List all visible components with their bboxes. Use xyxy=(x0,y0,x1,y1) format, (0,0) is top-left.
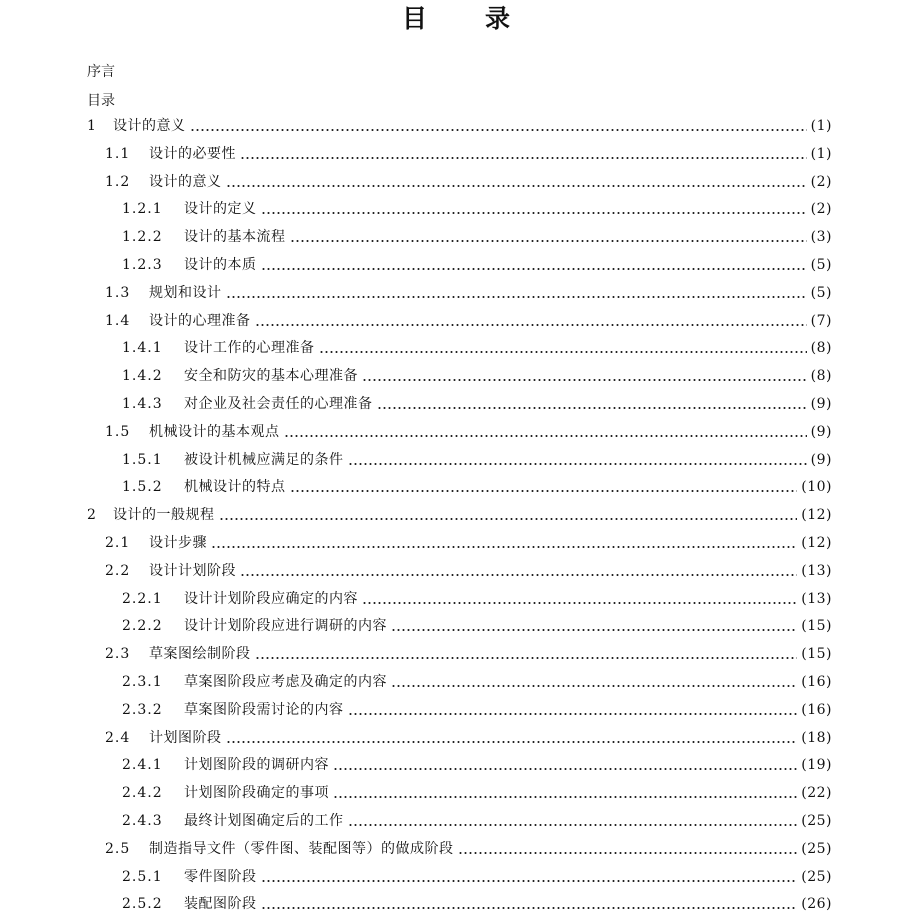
toc-entry-page: (9) xyxy=(810,396,832,412)
dot-leader xyxy=(255,643,798,665)
toc-entry-title: 设计的本质 xyxy=(184,257,257,273)
toc-entry-page: (2) xyxy=(810,201,832,218)
toc-entry xyxy=(122,699,832,721)
toc-entry-number: 2.2.2 xyxy=(122,618,163,635)
toc-entry-page: (13) xyxy=(801,562,832,579)
toc-entry xyxy=(105,727,832,749)
toc-entry-number: 1.2.2 xyxy=(122,229,163,246)
dot-leader xyxy=(261,254,807,276)
toc-entry-page: (5) xyxy=(810,257,832,273)
toc-entry xyxy=(87,504,832,526)
toc-entry xyxy=(122,337,832,359)
toc-entry-page: (2) xyxy=(810,173,832,190)
toc-entry-number: 2.1 xyxy=(105,535,131,551)
toc-entry-number: 1.1 xyxy=(105,145,131,162)
toc-entry xyxy=(87,115,832,137)
dot-leader xyxy=(226,282,807,304)
toc-entry xyxy=(105,421,832,443)
toc-entry-page: (16) xyxy=(801,674,832,690)
toc-entry-title: 计划图阶段 xyxy=(149,729,222,746)
dot-leader xyxy=(391,615,797,637)
toc-entry-page: (19) xyxy=(801,757,832,774)
toc-entry xyxy=(122,782,832,804)
dot-leader xyxy=(211,532,797,554)
toc-entry-page: (12) xyxy=(801,507,832,524)
toc-entry xyxy=(105,838,832,860)
toc-entry-number: 2.3.1 xyxy=(122,674,163,690)
toc-entry-number: 1.2.3 xyxy=(122,257,163,273)
toc-entry-title: 机械设计的特点 xyxy=(184,479,286,496)
toc-entry-page: (10) xyxy=(801,479,832,496)
toc-entry xyxy=(122,254,832,276)
toc-entry xyxy=(122,393,832,415)
toc-entry-page: (16) xyxy=(801,701,832,718)
toc-entry-title: 设计工作的心理准备 xyxy=(184,340,315,357)
toc-entry-page: (3) xyxy=(810,229,832,246)
toc-entry xyxy=(122,671,832,693)
toc-entry-page: (8) xyxy=(810,368,832,385)
dot-leader xyxy=(226,171,807,193)
toc-entry-number: 1.2 xyxy=(105,173,131,190)
toc-entry-page: (15) xyxy=(801,618,832,635)
toc-entry-number: 2.4 xyxy=(105,729,131,746)
toc-entry-number: 1.3 xyxy=(105,284,131,301)
toc-entry-page: (7) xyxy=(810,312,832,329)
toc-entry-page: (9) xyxy=(810,423,832,440)
page-title: 目录 xyxy=(401,4,568,33)
dot-leader xyxy=(190,115,807,137)
toc-entry-title: 草案图阶段需讨论的内容 xyxy=(184,701,344,718)
toc-entry xyxy=(122,365,832,387)
toc-entry xyxy=(122,198,832,220)
preface-entry: 序言 xyxy=(87,64,115,80)
toc-entry-number: 2.2 xyxy=(105,562,131,579)
toc-entry-title: 最终计划图确定后的工作 xyxy=(184,813,344,829)
toc-entry-title: 计划图阶段确定的事项 xyxy=(184,785,329,802)
toc-entry xyxy=(122,866,832,888)
toc-entry-title: 草案图绘制阶段 xyxy=(149,646,251,663)
dot-leader xyxy=(255,310,807,332)
toc-entry-number: 2.4.2 xyxy=(122,785,163,802)
toc-entry-number: 2.5.2 xyxy=(122,896,163,913)
toc-entry-title: 对企业及社会责任的心理准备 xyxy=(184,396,373,412)
toc-entry xyxy=(105,643,832,665)
toc-entry-page: (1) xyxy=(810,145,832,162)
toc-entry xyxy=(105,310,832,332)
toc-entry-page: (25) xyxy=(801,813,832,829)
toc-entry xyxy=(122,476,832,498)
toc-entry xyxy=(122,754,832,776)
dot-leader xyxy=(261,198,807,220)
dot-leader xyxy=(284,421,807,443)
dot-leader xyxy=(348,449,807,471)
toc-entry-title: 规划和设计 xyxy=(149,284,222,301)
toc-entry-title: 设计的必要性 xyxy=(149,145,236,162)
dot-leader xyxy=(240,143,807,165)
dot-leader xyxy=(226,727,798,749)
toc-entry-title: 安全和防灾的基本心理准备 xyxy=(184,368,358,385)
toc-entry-page: (9) xyxy=(810,451,832,468)
toc-entry xyxy=(122,893,832,915)
dot-leader xyxy=(333,754,797,776)
dot-leader xyxy=(261,866,798,888)
dot-leader xyxy=(319,337,807,359)
dot-leader xyxy=(261,893,798,915)
toc-entry xyxy=(105,143,832,165)
toc-entry-title: 装配图阶段 xyxy=(184,896,257,913)
toc-entry xyxy=(122,615,832,637)
toc-entry-number: 1.4.3 xyxy=(122,396,163,412)
toc-entry-page: (25) xyxy=(801,868,832,885)
toc-entry-number: 2.4.3 xyxy=(122,813,163,829)
toc-entry-title: 机械设计的基本观点 xyxy=(149,423,280,440)
toc-entry-title: 设计的基本流程 xyxy=(184,229,286,246)
contents-entry: 目录 xyxy=(87,93,115,109)
toc-entry-title: 设计的一般规程 xyxy=(113,507,215,524)
toc-entry-number: 2.3.2 xyxy=(122,701,163,718)
toc-entry xyxy=(105,532,832,554)
dot-leader xyxy=(348,699,798,721)
toc-entry-title: 设计步骤 xyxy=(149,535,207,551)
dot-leader xyxy=(333,782,797,804)
toc-entry-title: 设计的意义 xyxy=(149,173,222,190)
toc-entry-page: (5) xyxy=(810,284,832,301)
dot-leader xyxy=(290,476,798,498)
toc-entry xyxy=(105,282,832,304)
toc-entry-number: 1.2.1 xyxy=(122,201,163,218)
toc-entry-title: 设计的意义 xyxy=(113,118,186,134)
toc-entry xyxy=(105,560,832,582)
toc-entry-title: 设计计划阶段 xyxy=(149,562,236,579)
toc-entry xyxy=(122,588,832,610)
toc-entry xyxy=(122,226,832,248)
toc-entry-title: 设计的心理准备 xyxy=(149,312,251,329)
toc-entry-title: 草案图阶段应考虑及确定的内容 xyxy=(184,674,387,690)
toc-entry-number: 1.5 xyxy=(105,423,131,440)
toc-entry-title: 设计计划阶段应进行调研的内容 xyxy=(184,618,387,635)
toc-entry-number: 2.4.1 xyxy=(122,757,163,774)
toc-entry-title: 设计的定义 xyxy=(184,201,257,218)
toc-entry-title: 零件图阶段 xyxy=(184,868,257,885)
toc-entry-page: (1) xyxy=(810,118,832,134)
toc-entry-page: (25) xyxy=(801,840,832,857)
toc-entry xyxy=(122,810,832,832)
toc-entry-number: 2 xyxy=(87,507,97,524)
dot-leader xyxy=(348,810,798,832)
toc-entry-number: 1.4.1 xyxy=(122,340,163,357)
toc-entry-number: 1.4.2 xyxy=(122,368,163,385)
toc-entry-number: 2.5.1 xyxy=(122,868,163,885)
dot-leader xyxy=(362,588,797,610)
toc-entry-title: 设计计划阶段应确定的内容 xyxy=(184,590,358,607)
toc-entry-title: 制造指导文件（零件图、装配图等）的做成阶段 xyxy=(149,840,454,857)
toc-entry-page: (18) xyxy=(801,729,832,746)
dot-leader xyxy=(377,393,807,415)
dot-leader xyxy=(391,671,797,693)
toc-entry-title: 被设计机械应满足的条件 xyxy=(184,451,344,468)
toc-entry-page: (26) xyxy=(801,896,832,913)
dot-leader xyxy=(240,560,797,582)
toc-entry-number: 1.5.1 xyxy=(122,451,163,468)
toc-entry xyxy=(105,171,832,193)
toc-entry-page: (22) xyxy=(801,785,832,802)
toc-entry-number: 2.2.1 xyxy=(122,590,163,607)
toc-entry-page: (8) xyxy=(810,340,832,357)
dot-leader xyxy=(290,226,807,248)
toc-entry-number: 1 xyxy=(87,118,97,134)
toc-entry-title: 计划图阶段的调研内容 xyxy=(184,757,329,774)
toc-entry xyxy=(122,449,832,471)
toc-entry-page: (15) xyxy=(801,646,832,663)
dot-leader xyxy=(219,504,798,526)
dot-leader xyxy=(458,838,798,860)
toc-entry-number: 2.3 xyxy=(105,646,131,663)
toc-entry-number: 1.5.2 xyxy=(122,479,163,496)
dot-leader xyxy=(362,365,807,387)
toc-entry-page: (13) xyxy=(801,590,832,607)
toc-entry-number: 2.5 xyxy=(105,840,131,857)
toc-entry-number: 1.4 xyxy=(105,312,131,329)
toc-entry-page: (12) xyxy=(801,535,832,551)
